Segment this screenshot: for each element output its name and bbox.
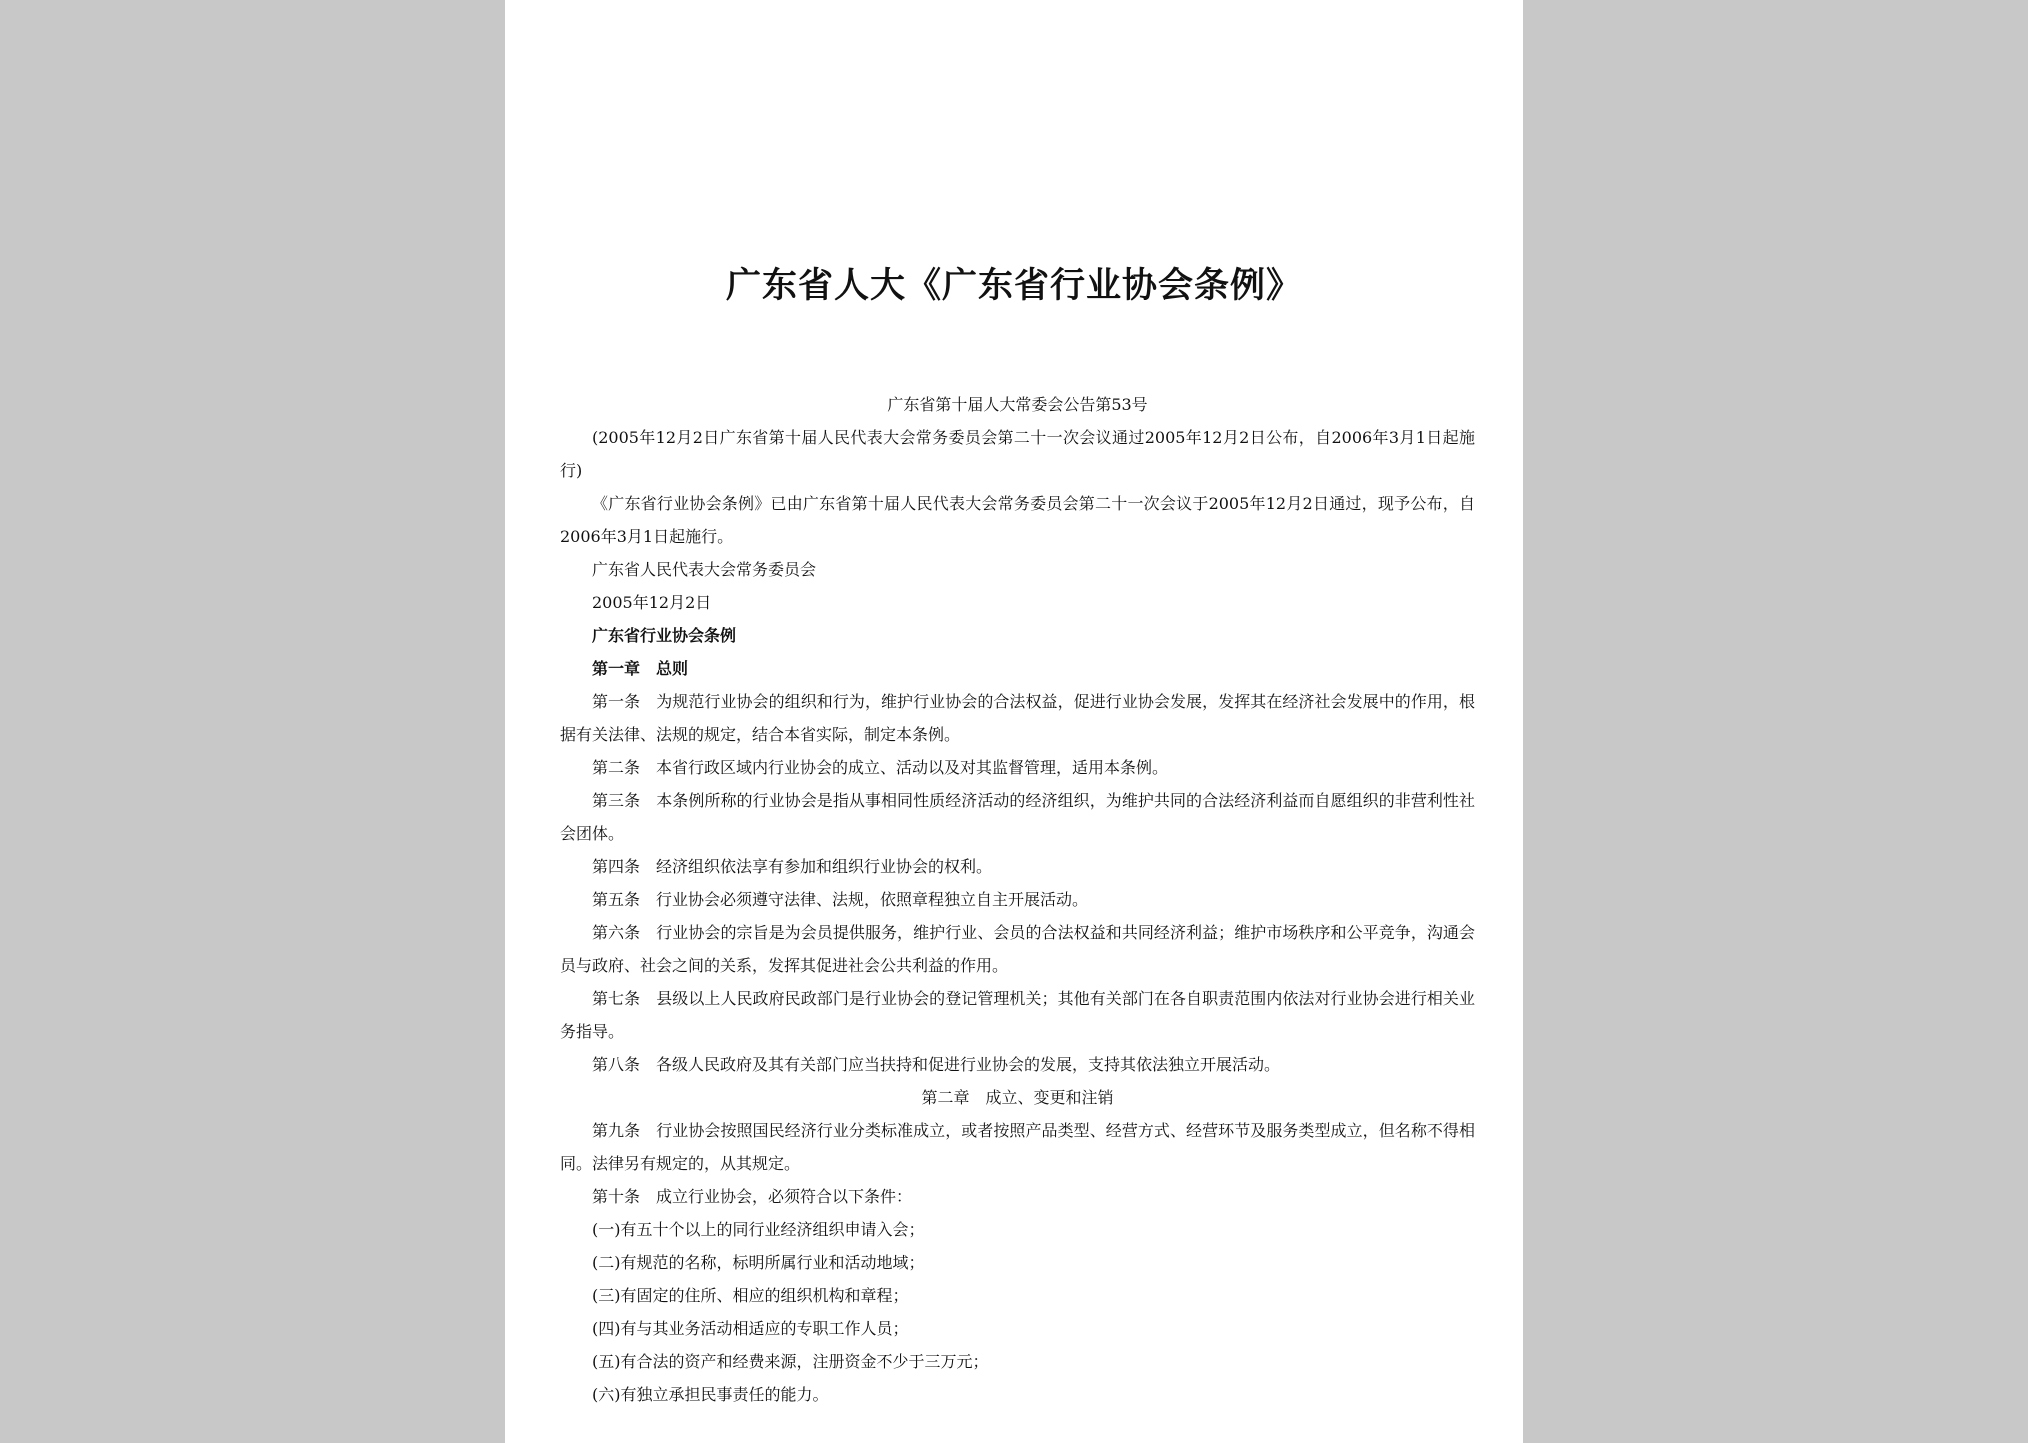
paragraph: (一)有五十个以上的同行业经济组织申请入会； <box>592 1220 925 1239</box>
paragraph: (四)有与其业务活动相适应的专职工作人员； <box>592 1319 909 1338</box>
document-body <box>560 388 1475 1411</box>
paragraph-list <box>560 421 1475 1411</box>
paragraph: (三)有固定的住所、相应的组织机构和章程； <box>592 1286 909 1305</box>
paragraph: 第一章 总则 <box>592 659 689 678</box>
paragraph: 第六条 行业协会的宗旨是为会员提供服务，维护行业、会员的合法权益和共同经济利益；维护市场秩序和公平竞争，沟通会员与政府、社会之间的关系，发挥其促进社会公共利益的作用。 <box>560 923 1475 975</box>
paragraph: 2005年12月2日 <box>592 593 712 612</box>
paragraph: 第二条 本省行政区域内行业协会的成立、活动以及对其监督管理，适用本条例。 <box>592 758 1169 777</box>
announcement-number: 广东省第十届人大常委会公告第53号 <box>887 395 1148 414</box>
paragraph: 第四条 经济组织依法享有参加和组织行业协会的权利。 <box>592 857 993 876</box>
paragraph: 第一条 为规范行业协会的组织和行为，维护行业协会的合法权益，促进行业协会发展，发挥其在经济社会发展中的作用，根据有关法律、法规的规定，结合本省实际，制定本条例。 <box>560 692 1475 744</box>
paragraph: 《广东省行业协会条例》已由广东省第十届人民代表大会常务委员会第二十一次会议于2005年12月2日通过，现予公布，自2006年3月1日起施行。 <box>560 494 1475 546</box>
paragraph: 第五条 行业协会必须遵守法律、法规，依照章程独立自主开展活动。 <box>592 890 1089 909</box>
document-title: 广东省人大《广东省行业协会条例》 <box>725 265 1302 306</box>
paragraph: (五)有合法的资产和经费来源，注册资金不少于三万元； <box>592 1352 989 1371</box>
paragraph: 第八条 各级人民政府及其有关部门应当扶持和促进行业协会的发展，支持其依法独立开展活动。 <box>592 1055 1281 1074</box>
paragraph: 广东省行业协会条例 <box>592 626 737 645</box>
paragraph: 第七条 县级以上人民政府民政部门是行业协会的登记管理机关；其他有关部门在各自职责范围内依法对行业协会进行相关业务指导。 <box>560 989 1475 1041</box>
paragraph: 广东省人民代表大会常务委员会 <box>592 560 817 579</box>
paragraph: 第三条 本条例所称的行业协会是指从事相同性质经济活动的经济组织，为维护共同的合法经济利益而自愿组织的非营利性社会团体。 <box>560 791 1475 843</box>
paragraph: (六)有独立承担民事责任的能力。 <box>592 1385 829 1404</box>
paragraph: (二)有规范的名称，标明所属行业和活动地域； <box>592 1253 925 1272</box>
paragraph: (2005年12月2日广东省第十届人民代表大会常务委员会第二十一次会议通过2005年12月2日公布，自2006年3月1日起施行) <box>560 428 1475 480</box>
paragraph: 第十条 成立行业协会，必须符合以下条件： <box>592 1187 913 1206</box>
paragraph: 第九条 行业协会按照国民经济行业分类标准成立，或者按照产品类型、经营方式、经营环节及服务类型成立，但名称不得相同。法律另有规定的，从其规定。 <box>560 1121 1475 1173</box>
paragraph: 第二章 成立、变更和注销 <box>921 1088 1114 1107</box>
document-page <box>505 0 1523 1443</box>
